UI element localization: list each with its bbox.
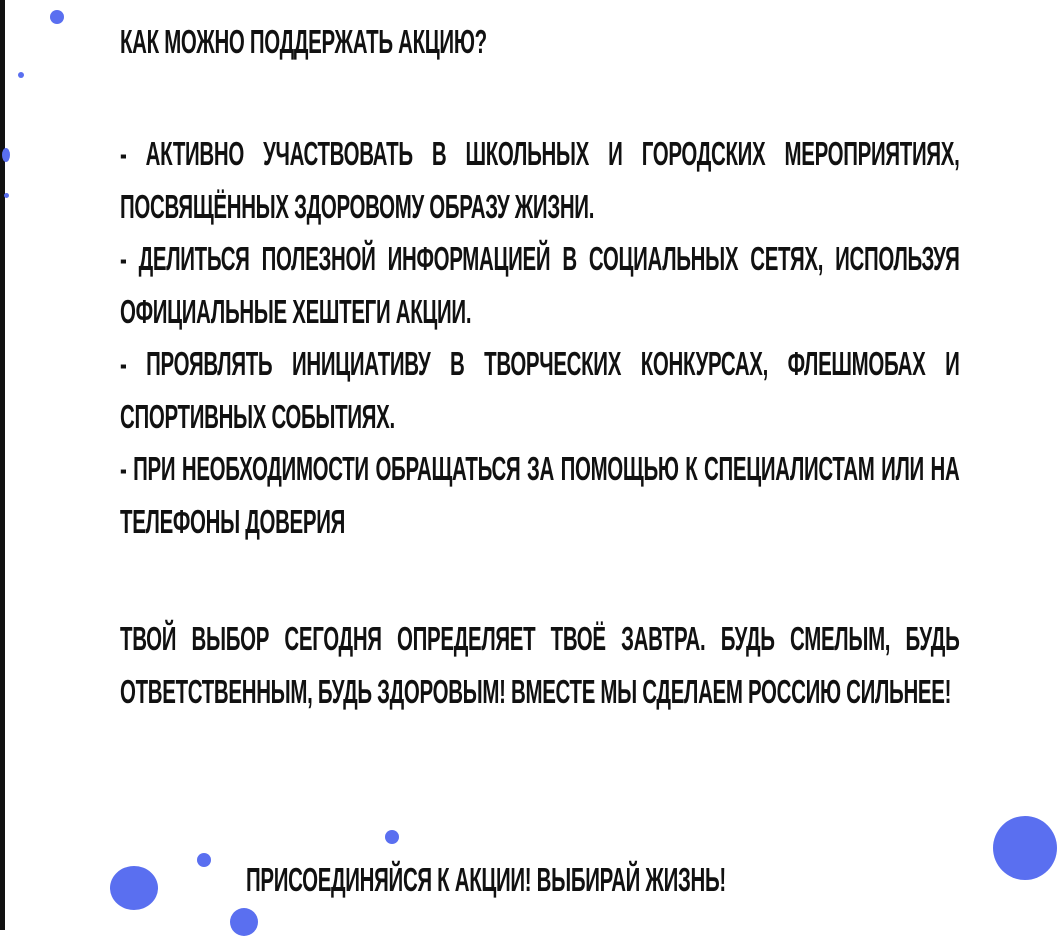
- closing-paragraph: ТВОЙ ВЫБОР СЕГОДНЯ ОПРЕДЕЛЯЕТ ТВОЁ ЗАВТРА. БУДЬ СМЕЛЫМ, БУДЬ ОТВЕТСТВЕННЫМ, БУДЬ ЗДОРОВЫМ! ВМЕСТЕ МЫ СДЕЛАЕМ РОССИЮ СИЛЬНЕЕ!: [120, 620, 960, 710]
- page-title: КАК МОЖНО ПОДДЕРЖАТЬ АКЦИЮ?: [120, 23, 487, 60]
- decor-dot: [4, 193, 9, 198]
- decor-dot: [2, 148, 10, 162]
- decor-dot: [230, 908, 258, 936]
- decor-dot: [50, 10, 64, 24]
- decor-dot: [18, 72, 24, 78]
- decor-dot: [993, 816, 1057, 880]
- support-ways-list: [120, 128, 960, 548]
- list-item: - АКТИВНО УЧАСТВОВАТЬ В ШКОЛЬНЫХ И ГОРОДСКИХ МЕРОПРИЯТИЯХ, ПОСВЯЩЁННЫХ ЗДОРОВОМУ ОБРАЗУ ЖИЗНИ.: [120, 135, 960, 225]
- decor-dot: [385, 830, 399, 844]
- left-border-line: [0, 0, 5, 930]
- decor-dot: [110, 866, 158, 910]
- list-item: - ДЕЛИТЬСЯ ПОЛЕЗНОЙ ИНФОРМАЦИЕЙ В СОЦИАЛЬНЫХ СЕТЯХ, ИСПОЛЬЗУЯ ОФИЦИАЛЬНЫЕ ХЕШТЕГИ АКЦИИ.: [120, 240, 960, 330]
- decor-dot: [197, 853, 211, 867]
- call-to-action: ПРИСОЕДИНЯЙСЯ К АКЦИИ! ВЫБИРАЙ ЖИЗНЬ!: [246, 861, 726, 898]
- list-item: - ПРОЯВЛЯТЬ ИНИЦИАТИВУ В ТВОРЧЕСКИХ КОНКУРСАХ, ФЛЕШМОБАХ И СПОРТИВНЫХ СОБЫТИЯХ.: [120, 345, 960, 435]
- list-item: - ПРИ НЕОБХОДИМОСТИ ОБРАЩАТЬСЯ ЗА ПОМОЩЬЮ К СПЕЦИАЛИСТАМ ИЛИ НА ТЕЛЕФОНЫ ДОВЕРИЯ: [120, 450, 960, 540]
